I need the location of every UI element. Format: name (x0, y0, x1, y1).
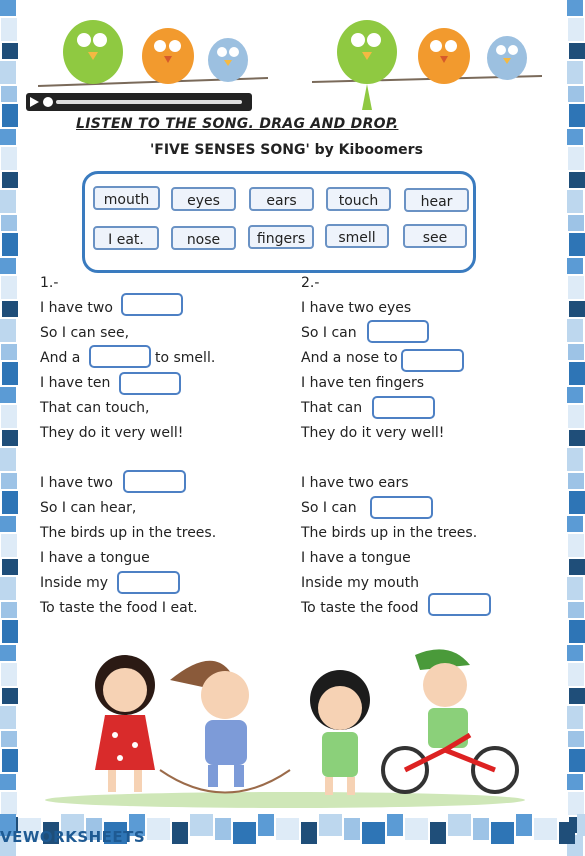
word-chip-ears[interactable]: ears (249, 187, 314, 211)
border-tile (0, 706, 16, 729)
border-tile (567, 448, 583, 471)
border-tile (567, 61, 583, 84)
lyric-line: I have a tongue (301, 550, 411, 566)
border-tile (2, 491, 18, 514)
lyric-line-suffix: to smell. (155, 350, 216, 366)
border-tile (0, 516, 16, 532)
border-tile (569, 559, 585, 575)
border-tile (1, 663, 17, 686)
lyric-line: The birds up in the trees. (40, 525, 217, 541)
border-tile (568, 18, 584, 41)
border-tile (1, 86, 17, 102)
drop-blank[interactable] (121, 293, 183, 316)
border-tile (569, 43, 585, 59)
border-tile (2, 43, 18, 59)
border-tile (1, 147, 17, 170)
lyric-line: That can (301, 400, 363, 416)
border-tile (2, 559, 18, 575)
lyric-line: That can touch, (40, 400, 150, 416)
border-tile (567, 129, 583, 145)
border-tile (568, 534, 584, 557)
word-chip-nose[interactable]: nose (171, 226, 236, 250)
border-tile (0, 61, 16, 84)
border-tile (0, 319, 16, 342)
right-tile-border (567, 0, 585, 856)
exercise-number-2: 2.- (301, 275, 320, 291)
border-tile (190, 814, 213, 836)
border-tile (569, 430, 585, 446)
border-tile (2, 430, 18, 446)
border-tile (1, 731, 17, 747)
border-tile (362, 822, 385, 844)
border-tile (569, 233, 585, 256)
border-tile (0, 387, 16, 403)
lyric-line: To taste the food I eat. (40, 600, 198, 616)
border-tile (567, 645, 583, 661)
border-tile (567, 258, 583, 274)
border-tile (2, 301, 18, 317)
lyric-line: So I can hear, (40, 500, 137, 516)
seek-track[interactable] (56, 100, 242, 104)
lyric-line: I have two (40, 300, 113, 316)
border-tile (405, 818, 428, 840)
border-tile (0, 129, 16, 145)
border-tile (258, 814, 274, 836)
border-tile (568, 731, 584, 747)
border-tile (567, 577, 583, 600)
border-tile (569, 688, 585, 704)
border-tile (1, 405, 17, 428)
border-tile (567, 387, 583, 403)
border-tile (567, 706, 583, 729)
lyric-line: I have two eyes (301, 300, 412, 316)
border-tile (473, 818, 489, 840)
border-tile (569, 749, 585, 772)
border-tile (577, 814, 585, 836)
audio-player[interactable] (26, 93, 252, 111)
border-tile (1, 473, 17, 489)
border-tile (568, 276, 584, 299)
lyric-line: I have two (40, 475, 113, 491)
word-chip-touch[interactable]: touch (326, 187, 391, 211)
border-tile (569, 172, 585, 188)
border-tile (567, 516, 583, 532)
border-tile (569, 620, 585, 643)
border-tile (568, 147, 584, 170)
lyric-line: I have two ears (301, 475, 409, 491)
lyric-line: I have ten fingers (301, 375, 425, 391)
border-tile (233, 822, 256, 844)
border-tile (2, 362, 18, 385)
border-tile (172, 822, 188, 844)
play-icon[interactable] (30, 97, 39, 107)
word-chip-mouth[interactable]: mouth (93, 186, 160, 210)
border-tile (567, 774, 583, 790)
lyric-line: So I can (301, 325, 357, 341)
border-tile (430, 822, 446, 844)
word-chip-fingers[interactable]: fingers (248, 225, 314, 249)
lyric-line: They do it very well! (40, 425, 184, 441)
lyric-line: Inside my mouth (301, 575, 419, 591)
children-illustration (40, 640, 530, 810)
lyric-line: So I can (301, 500, 357, 516)
border-tile (568, 215, 584, 231)
border-tile (0, 577, 16, 600)
border-tile (568, 86, 584, 102)
word-chip-eyes[interactable]: eyes (171, 187, 236, 211)
drop-blank[interactable] (123, 470, 186, 493)
border-tile (567, 190, 583, 213)
lyric-line: I have a tongue (40, 550, 150, 566)
border-tile (2, 749, 18, 772)
border-tile (0, 190, 16, 213)
border-tile (1, 276, 17, 299)
drop-blank[interactable] (428, 593, 491, 616)
border-tile (215, 818, 231, 840)
border-tile (0, 448, 16, 471)
border-tile (1, 18, 17, 41)
border-tile (491, 822, 514, 844)
lyric-line: Inside my (40, 575, 109, 591)
lyric-line: The birds up in the trees. (301, 525, 478, 541)
drop-blank[interactable] (401, 349, 464, 372)
border-tile (147, 818, 170, 840)
border-tile (569, 491, 585, 514)
lyric-line: So I can see, (40, 325, 130, 341)
border-tile (276, 818, 299, 840)
drop-blank[interactable] (367, 320, 429, 343)
border-tile (0, 258, 16, 274)
border-tile (387, 814, 403, 836)
border-tile (2, 233, 18, 256)
border-tile (2, 104, 18, 127)
border-tile (0, 774, 16, 790)
border-tile (1, 344, 17, 360)
border-tile (301, 822, 317, 844)
border-tile (516, 814, 532, 836)
border-tile (0, 0, 16, 16)
border-tile (1, 602, 17, 618)
border-tile (567, 319, 583, 342)
word-chip-i-eat[interactable]: I eat. (93, 226, 159, 250)
word-chip-see[interactable]: see (403, 224, 467, 248)
exercise-number-1: 1.- (40, 275, 59, 291)
border-tile (567, 0, 583, 16)
drop-blank[interactable] (119, 372, 181, 395)
drop-blank[interactable] (117, 571, 180, 594)
border-tile (1, 534, 17, 557)
border-tile (534, 818, 557, 840)
border-tile (2, 172, 18, 188)
border-tile (319, 814, 342, 836)
border-tile (569, 301, 585, 317)
border-tile (568, 405, 584, 428)
drop-blank[interactable] (89, 345, 151, 368)
left-tile-border (0, 0, 18, 856)
lyric-line: To taste the food (301, 600, 419, 616)
lyric-line: And a nose to (301, 350, 398, 366)
seek-knob[interactable] (43, 97, 53, 107)
lyric-line: They do it very well! (301, 425, 445, 441)
border-tile (559, 822, 575, 844)
border-tile (568, 602, 584, 618)
border-tile (2, 688, 18, 704)
border-tile (568, 344, 584, 360)
border-tile (568, 473, 584, 489)
border-tile (568, 663, 584, 686)
drop-blank[interactable] (370, 496, 433, 519)
word-chip-smell[interactable]: smell (325, 224, 389, 248)
border-tile (1, 215, 17, 231)
border-tile (344, 818, 360, 840)
border-tile (569, 104, 585, 127)
word-chip-hear[interactable]: hear (404, 188, 469, 212)
birds-right-illustration (312, 0, 542, 120)
instruction-heading: LISTEN TO THE SONG. DRAG AND DROP. (76, 116, 399, 132)
lyric-line: And a (40, 350, 81, 366)
lyric-line: I have ten (40, 375, 111, 391)
border-tile (0, 645, 16, 661)
song-title: 'FIVE SENSES SONG' by Kiboomers (150, 142, 423, 158)
border-tile (448, 814, 471, 836)
brand-watermark: VEWORKSHEETS (0, 828, 146, 846)
border-tile (569, 362, 585, 385)
drop-blank[interactable] (372, 396, 435, 419)
border-tile (2, 620, 18, 643)
